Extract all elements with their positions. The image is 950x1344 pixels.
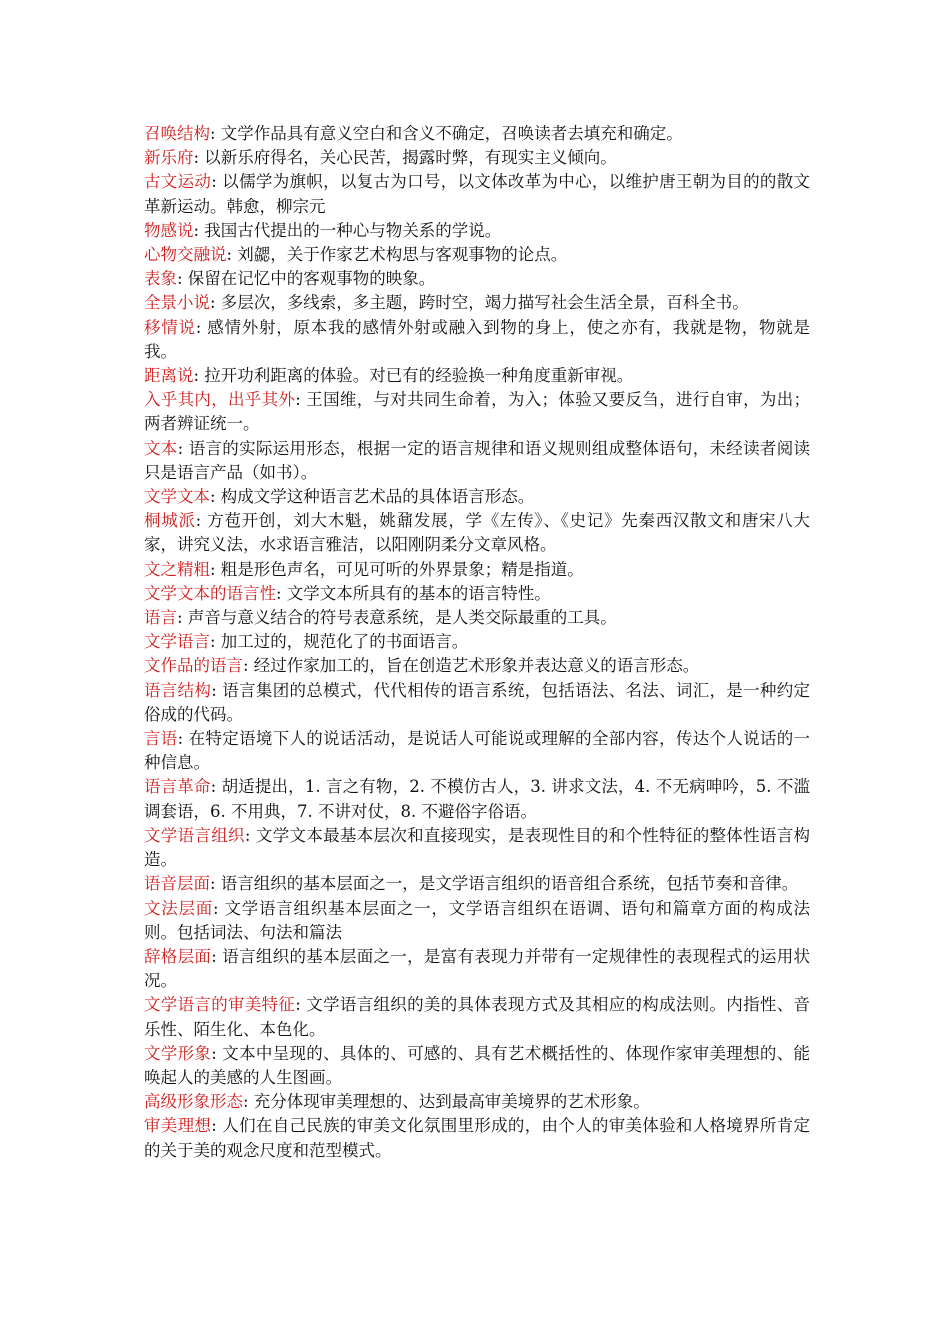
glossary-term: 文本 bbox=[144, 438, 178, 458]
glossary-definition: : 经过作家加工的，旨在创造艺术形象并表达意义的语言形态。 bbox=[243, 656, 700, 676]
glossary-term: 入乎其内，出乎其外 bbox=[144, 390, 296, 410]
glossary-entry bbox=[144, 122, 810, 146]
glossary-entry bbox=[144, 1114, 810, 1162]
glossary-definition: : 以新乐府得名，关心民苦，揭露时弊，有现实主义倾向。 bbox=[193, 148, 617, 168]
glossary-definition: : 语言组织的基本层面之一，是文学语言组织的语音组合系统，包括节奏和音律。 bbox=[210, 874, 799, 894]
glossary-entry bbox=[144, 872, 810, 896]
glossary-entry bbox=[144, 582, 810, 606]
glossary-definition: : 刘勰，关于作家艺术构思与客观事物的论点。 bbox=[226, 245, 568, 265]
glossary-term: 文之精粗 bbox=[144, 559, 210, 579]
glossary-definition: : 多层次，多线索，多主题，跨时空，竭力描写社会生活全景，百科全书。 bbox=[210, 293, 749, 313]
glossary-definition: : 文学作品具有意义空白和含义不确定，召唤读者去填充和确定。 bbox=[210, 124, 683, 143]
glossary-term: 文学语言 bbox=[144, 632, 210, 652]
glossary-entry bbox=[144, 388, 810, 436]
glossary-entry bbox=[144, 993, 810, 1041]
glossary-entry bbox=[144, 727, 810, 775]
glossary-definition: : 王国维，与对共同生命着，为入；体验又要反刍，进行自审，为出；两者辨证统一。 bbox=[144, 390, 810, 434]
glossary-entry bbox=[144, 170, 810, 218]
glossary-definition: : 方苞开创，刘大木魁，姚鼐发展，学《左传》、《史记》先秦西汉散文和唐宋八大家，讲究义法，水求语言雅洁，以阳刚阴柔分文章风格。 bbox=[144, 511, 810, 555]
glossary-definition: : 拉开功利距离的体验。对已有的经验换一种角度重新审视。 bbox=[193, 366, 634, 386]
glossary-definition: : 文学语言组织的美的具体表现方式及其相应的构成法则。内指性、音乐性、陌生化、本色化。 bbox=[144, 995, 810, 1039]
glossary-definition: : 以儒学为旗帜，以复古为口号，以文体改革为中心，以维护唐王朝为目的的散文革新运动。韩愈，柳宗元 bbox=[144, 172, 810, 216]
glossary-definition: : 人们在自己民族的审美文化氛围里形成的，由个人的审美体验和人格境界所肯定的关于美的观念尺度和范型模式。 bbox=[144, 1116, 810, 1160]
glossary-term: 文学文本 bbox=[144, 487, 210, 507]
glossary-entry bbox=[144, 630, 810, 654]
glossary-term: 语音层面 bbox=[144, 874, 210, 894]
glossary-term: 语言 bbox=[144, 608, 177, 628]
glossary-entry bbox=[144, 291, 810, 315]
glossary-definition: : 加工过的，规范化了的书面语言。 bbox=[210, 632, 469, 652]
glossary-entry bbox=[144, 897, 810, 945]
glossary-term: 文学语言组织 bbox=[144, 825, 245, 845]
glossary-term: 语言结构 bbox=[144, 680, 212, 700]
glossary-entry bbox=[144, 146, 810, 170]
glossary-term: 召唤结构 bbox=[144, 124, 210, 143]
glossary-definition: : 充分体现审美理想的、达到最高审美境界的艺术形象。 bbox=[243, 1092, 650, 1112]
glossary-definition: : 语言组织的基本层面之一，是富有表现力并带有一定规律性的表现程式的运用状况。 bbox=[144, 946, 810, 991]
glossary-term: 表象 bbox=[144, 269, 177, 289]
glossary-entry bbox=[144, 509, 810, 557]
glossary-entry bbox=[144, 945, 810, 993]
glossary-entry bbox=[144, 654, 810, 678]
glossary-term: 文法层面 bbox=[144, 898, 213, 918]
glossary-term: 审美理想 bbox=[144, 1116, 212, 1136]
glossary-term: 语言革命 bbox=[144, 777, 211, 797]
glossary-definition: : 文学语言组织基本层面之一，文学语言组织在语调、语句和篇章方面的构成法则。包括词法、句法和篇法 bbox=[144, 898, 810, 942]
glossary-term: 距离说 bbox=[144, 366, 194, 386]
glossary-entry bbox=[144, 1042, 810, 1090]
glossary-term: 全景小说 bbox=[144, 293, 210, 313]
glossary-entry bbox=[144, 267, 810, 291]
glossary-definition: : 语言集团的总模式，代代相传的语言系统，包括语法、名法、词汇，是一种约定俗成的代码。 bbox=[144, 680, 810, 724]
glossary-definition: : 感情外射，原本我的感情外射或融入到物的身上，使之亦有，我就是物，物就是我。 bbox=[144, 317, 811, 361]
glossary-term: 文学形象 bbox=[144, 1043, 212, 1063]
glossary-term: 移情说 bbox=[144, 317, 196, 337]
glossary-term: 言语 bbox=[144, 729, 178, 749]
glossary-definition: : 我国古代提出的一种心与物关系的学说。 bbox=[193, 220, 502, 240]
glossary-entry bbox=[144, 437, 810, 485]
glossary-term: 文作品的语言 bbox=[144, 656, 243, 676]
glossary-definition: : 在特定语境下人的说话活动，是说话人可能说或理解的全部内容，传达个人说话的一种信息。 bbox=[144, 729, 811, 773]
glossary-entry bbox=[144, 316, 810, 364]
glossary-entry bbox=[144, 485, 810, 509]
glossary-definition: : 文学文本最基本层次和直接现实，是表现性目的和个性特征的整体性语言构造。 bbox=[144, 825, 811, 870]
glossary-definition: : 构成文学这种语言艺术品的具体语言形态。 bbox=[210, 487, 535, 507]
glossary-entry bbox=[144, 243, 810, 267]
glossary-term: 心物交融说 bbox=[144, 245, 227, 265]
glossary-term: 桐城派 bbox=[144, 511, 196, 531]
glossary-term: 新乐府 bbox=[144, 148, 194, 168]
glossary-entry bbox=[144, 679, 810, 727]
glossary-entry bbox=[144, 558, 810, 582]
glossary-entry bbox=[144, 824, 810, 872]
glossary-definition: : 语言的实际运用形态，根据一定的语言规律和语义规则组成整体语句，未经读者阅读只是语言产品（如书）。 bbox=[144, 438, 811, 482]
glossary-definition: : 保留在记忆中的客观事物的映象。 bbox=[177, 269, 436, 289]
glossary-term: 古文运动 bbox=[144, 172, 212, 192]
glossary-document bbox=[144, 122, 810, 1163]
glossary-term: 文学文本的语言性 bbox=[144, 583, 276, 603]
glossary-definition: : 文本中呈现的、具体的、可感的、具有艺术概括性的、体现作家审美理想的、能唤起人的美感的人生图画。 bbox=[144, 1043, 810, 1087]
glossary-entry bbox=[144, 364, 810, 388]
glossary-entry bbox=[144, 606, 810, 630]
glossary-definition: : 文学文本所具有的基本的语言特性。 bbox=[276, 583, 551, 603]
glossary-entry bbox=[144, 775, 810, 823]
glossary-definition: : 声音与意义结合的符号表意系统，是人类交际最重的工具。 bbox=[177, 608, 617, 628]
glossary-term: 文学语言的审美特征 bbox=[144, 995, 296, 1015]
glossary-definition: : 粗是形色声名，可见可听的外界景象；精是指道。 bbox=[210, 559, 584, 579]
glossary-entry bbox=[144, 219, 810, 243]
glossary-term: 高级形象形态 bbox=[144, 1092, 243, 1112]
glossary-term: 物感说 bbox=[144, 220, 194, 240]
glossary-entry bbox=[144, 1090, 810, 1114]
glossary-term: 辞格层面 bbox=[144, 946, 212, 966]
glossary-definition: : 胡适提出，1. 言之有物，2. 不模仿古人，3. 讲求文法，4. 不无病呻吟，5. 不滥调套语，6. 不用典，7. 不讲对仗，8. 不避俗字俗语。 bbox=[144, 777, 810, 821]
